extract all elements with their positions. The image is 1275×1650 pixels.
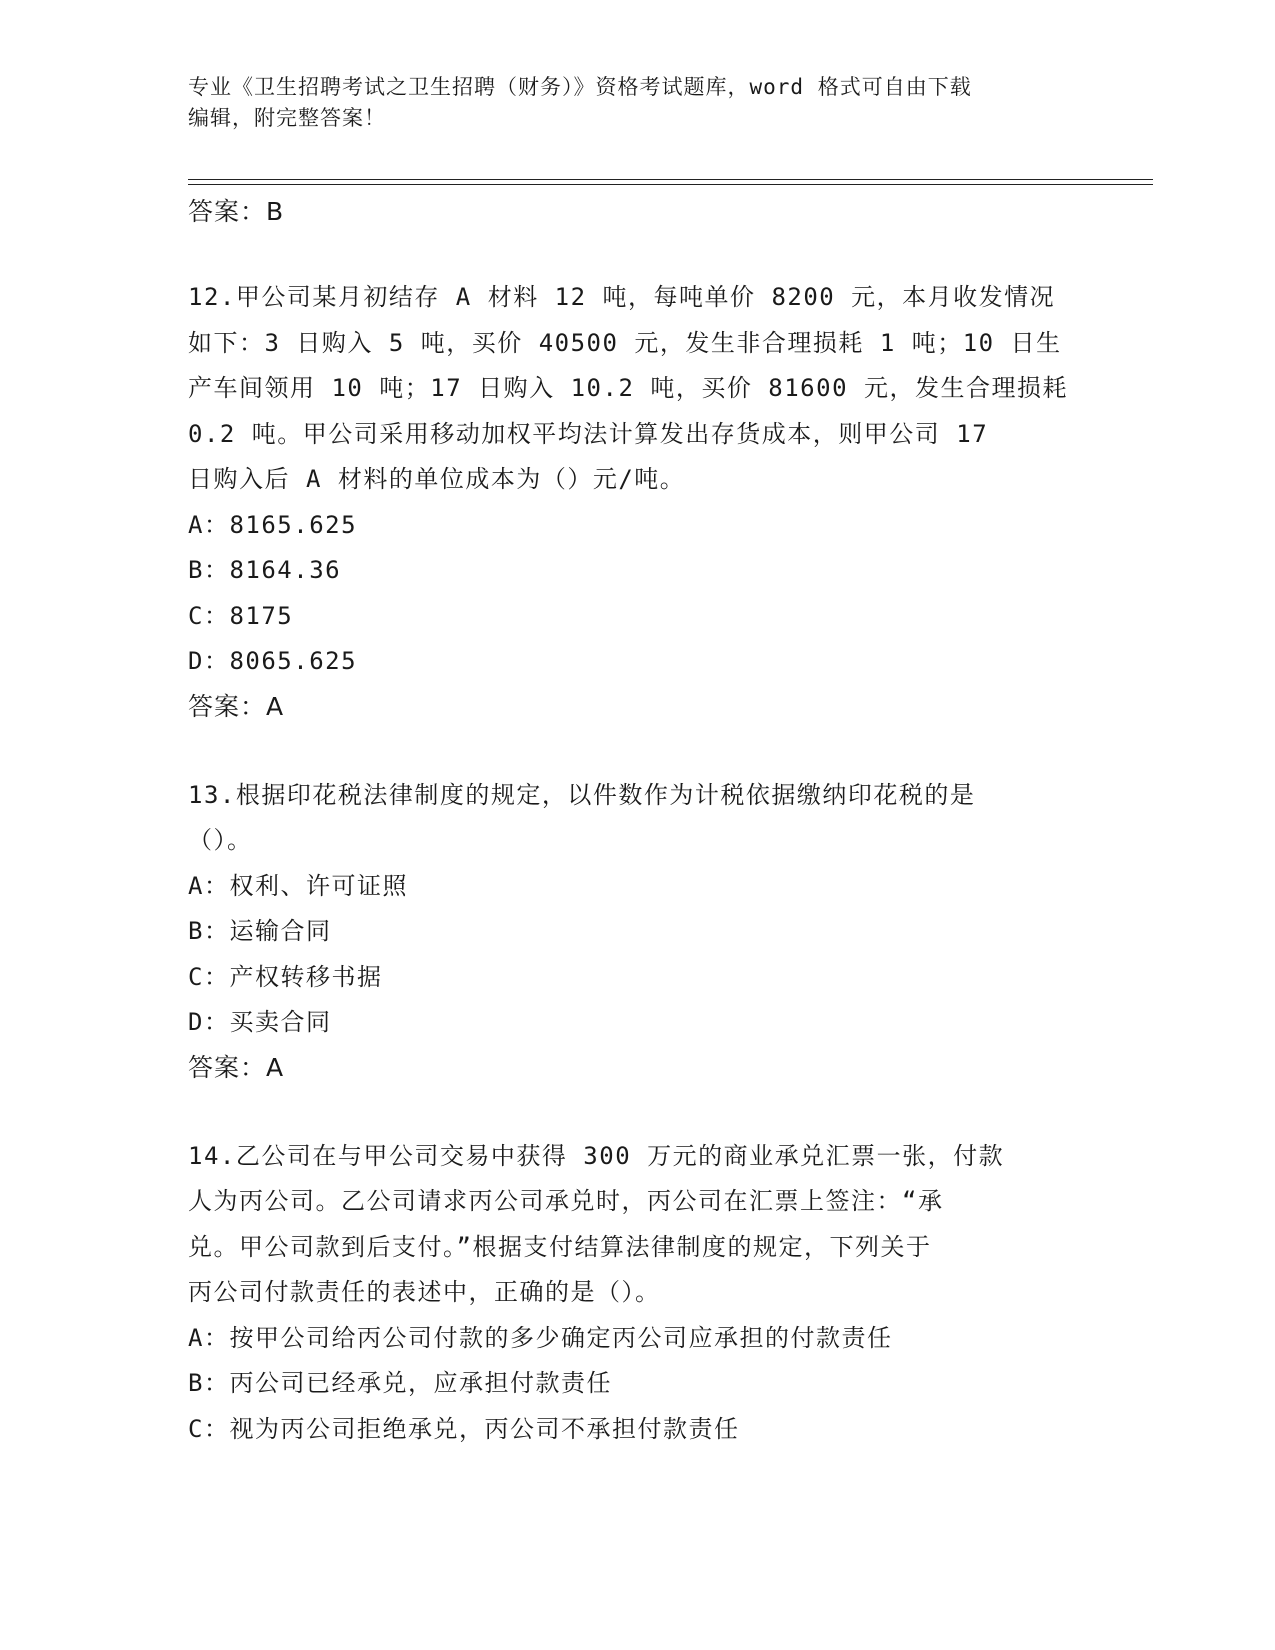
option-c: C：视为丙公司拒绝承兑，丙公司不承担付款责任: [188, 1414, 740, 1443]
question-text-line: 14.乙公司在与甲公司交易中获得 300 万元的商业承兑汇票一张，付款: [188, 1141, 1005, 1170]
option-a: A：8165.625: [188, 510, 358, 539]
answer: 答案：A: [188, 691, 285, 721]
question-text-line: 日购入后 A 材料的单位成本为（）元/吨。: [188, 465, 686, 493]
question-13: [188, 773, 1088, 1090]
question-12: [188, 275, 1088, 729]
header-divider-bottom: [188, 184, 1153, 185]
header-divider-top: [188, 179, 1153, 180]
question-text-line: 产车间领用 10 吨；17 日购入 10.2 吨，买价 81600 元，发生合理损耗: [188, 374, 1068, 402]
question-text-line: 丙公司付款责任的表述中，正确的是（）。: [188, 1278, 661, 1306]
spacer: [188, 1090, 1088, 1134]
header-line-2: 编辑，附完整答案！: [188, 106, 386, 130]
question-text-line: （）。: [188, 826, 253, 854]
spacer: [188, 729, 1088, 773]
option-c: C：8175: [188, 601, 294, 630]
option-b: B：8164.36: [188, 556, 342, 584]
header-line-1: 专业《卫生招聘考试之卫生招聘（财务）》资格考试题库，word 格式可自由下载: [188, 75, 972, 99]
question-text-line: 人为丙公司。乙公司请求丙公司承兑时，丙公司在汇票上签注：“承: [188, 1187, 944, 1215]
question-text-line: 12.甲公司某月初结存 A 材料 12 吨，每吨单价 8200 元，本月收发情况: [188, 283, 1056, 311]
answer: 答案：A: [188, 1052, 285, 1082]
document-header: [188, 72, 1088, 134]
option-a: A：按甲公司给丙公司付款的多少确定丙公司应承担的付款责任: [188, 1323, 893, 1352]
option-d: D：买卖合同: [188, 1008, 332, 1036]
question-text-line: 13.根据印花税法律制度的规定，以件数作为计税依据缴纳印花税的是: [188, 780, 976, 809]
option-c: C：产权转移书据: [188, 962, 383, 991]
question-text-line: 如下：3 日购入 5 吨，买价 40500 元，发生非合理损耗 1 吨；10 日生: [188, 328, 1062, 357]
option-d: D：8065.625: [188, 647, 358, 675]
option-a: A：权利、许可证照: [188, 871, 408, 900]
question-text-line: 0.2 吨。甲公司采用移动加权平均法计算发出存货成本，则甲公司 17: [188, 419, 989, 448]
previous-answer: 答案：B: [188, 197, 285, 226]
option-b: B：运输合同: [188, 917, 332, 945]
question-14: [188, 1134, 1088, 1453]
document-body: [188, 190, 1088, 1452]
option-b: B：丙公司已经承兑，应承担付款责任: [188, 1369, 612, 1397]
question-text-line: 兑。甲公司款到后支付。”根据支付结算法律制度的规定，下列关于: [188, 1232, 932, 1261]
